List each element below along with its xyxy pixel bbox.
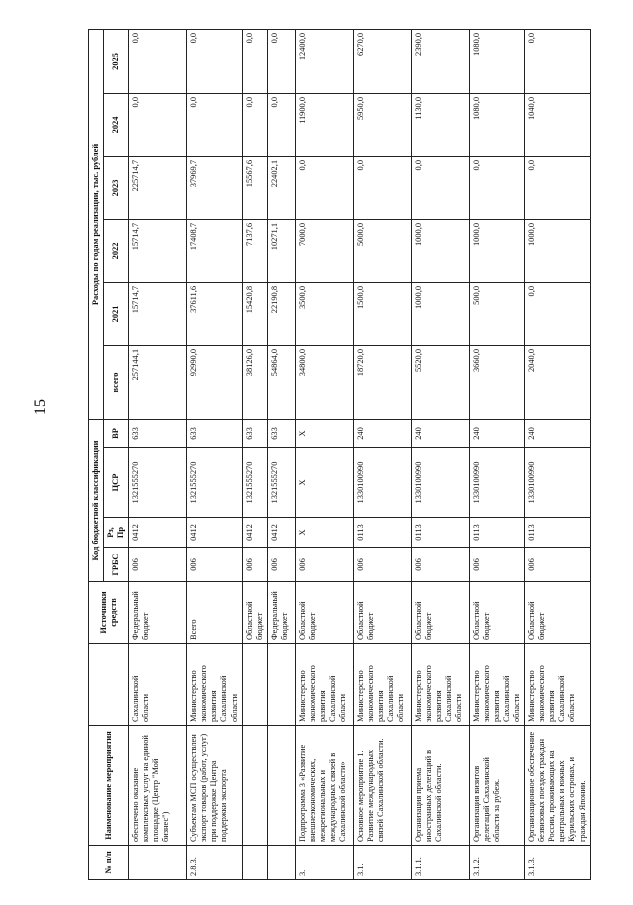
cell-no: 2.8.3. [187, 846, 242, 880]
cell-grbs: 006 [267, 548, 295, 582]
cell-total: 38126,0 [242, 345, 267, 419]
col-budget-class: Код бюджетной классификации [89, 419, 104, 581]
cell-vr: 633 [129, 419, 187, 447]
col-executor [89, 644, 129, 726]
cell-no [267, 846, 295, 880]
cell-source: Областной бюджет [353, 582, 411, 644]
cell-vr: 240 [469, 419, 524, 447]
cell-csr: 1321555270 [267, 448, 295, 518]
cell-executor [267, 644, 295, 726]
cell-y2022: 10271,1 [267, 219, 295, 282]
col-2021: 2021 [104, 282, 129, 345]
cell-y2022: 5000,0 [353, 219, 411, 282]
cell-rzpr: 0113 [525, 518, 591, 548]
table-row [411, 29, 469, 879]
cell-y2025: 1080,0 [469, 29, 524, 93]
cell-y2024: 11900,0 [295, 93, 353, 156]
cell-y2023: 22402,1 [267, 156, 295, 219]
cell-executor: Министерство экономического развития Сахалинской области [295, 644, 353, 726]
cell-name: Основное мероприятие 1. Развитие международных связей Сахалинской области. [353, 726, 411, 846]
table-row [187, 29, 242, 879]
col-2025: 2025 [104, 29, 129, 93]
cell-source: Областной бюджет [411, 582, 469, 644]
cell-y2023: 0,0 [469, 156, 524, 219]
cell-no: 3.1.1. [411, 846, 469, 880]
cell-y2024: 1040,0 [525, 93, 591, 156]
cell-no [129, 846, 187, 880]
cell-no: 3.1. [353, 846, 411, 880]
cell-executor: Министерство экономического развития Сахалинской области [187, 644, 242, 726]
cell-y2022: 15714,7 [129, 219, 187, 282]
cell-csr: 1321555270 [242, 448, 267, 518]
cell-grbs: 006 [295, 548, 353, 582]
cell-y2021: 15420,8 [242, 282, 267, 345]
cell-rzpr: 0412 [129, 518, 187, 548]
cell-y2023: 15567,6 [242, 156, 267, 219]
cell-y2024: 1080,0 [469, 93, 524, 156]
cell-csr: 1321555270 [187, 448, 242, 518]
cell-source: Областной бюджет [525, 582, 591, 644]
cell-y2022: 17408,7 [187, 219, 242, 282]
cell-y2025: 0,0 [525, 29, 591, 93]
cell-no: 3.1.2. [469, 846, 524, 880]
rotated-table-container [88, 30, 608, 880]
cell-y2024: 0,0 [267, 93, 295, 156]
cell-y2025: 0,0 [267, 29, 295, 93]
cell-grbs: 006 [129, 548, 187, 582]
cell-y2024: 1130,0 [411, 93, 469, 156]
cell-y2024: 0,0 [129, 93, 187, 156]
cell-source: Федеральный бюджет [267, 582, 295, 644]
cell-y2025: 0,0 [129, 29, 187, 93]
cell-y2024: 0,0 [187, 93, 242, 156]
cell-executor: Министерство экономического развития Сахалинской области [525, 644, 591, 726]
cell-vr: 240 [525, 419, 591, 447]
cell-y2022: 1000,0 [411, 219, 469, 282]
cell-y2022: 1000,0 [469, 219, 524, 282]
cell-source: Областной бюджет [242, 582, 267, 644]
cell-vr: X [295, 419, 353, 447]
table-row [267, 29, 295, 879]
table-row [129, 29, 187, 879]
cell-name [267, 726, 295, 846]
cell-y2023: 0,0 [411, 156, 469, 219]
cell-source: Областной бюджет [295, 582, 353, 644]
cell-executor [242, 644, 267, 726]
cell-name: Организационное обеспечение безвизовых поездок граждан России, проживающих на центральных и южных Курильских островах, и граждан Японии. [525, 726, 591, 846]
cell-name: Субъектам МСП осуществлен экспорт товаров (работ, услуг) при поддержке Центра поддержки экспорта [187, 726, 242, 846]
cell-csr: 1330100990 [469, 448, 524, 518]
cell-name: Организация приема иностранных делегаций в Сахалинской области. [411, 726, 469, 846]
cell-csr: X [295, 448, 353, 518]
cell-grbs: 006 [187, 548, 242, 582]
cell-csr: 1330100990 [525, 448, 591, 518]
col-expenses: Расходы по годам реализации, тыс. рублей [89, 29, 104, 419]
cell-source: Федеральный бюджет [129, 582, 187, 644]
col-2024: 2024 [104, 93, 129, 156]
cell-vr: 633 [242, 419, 267, 447]
cell-name: обеспечено оказание комплексных услуг на единой площадке (Центр "Мой бизнес") [129, 726, 187, 846]
cell-vr: 240 [353, 419, 411, 447]
cell-y2025: 2390,0 [411, 29, 469, 93]
cell-y2024: 5950,0 [353, 93, 411, 156]
budget-table [88, 29, 591, 880]
col-name: Наименование мероприятия [89, 726, 129, 846]
cell-no [242, 846, 267, 880]
cell-total: 92990,0 [187, 345, 242, 419]
cell-rzpr: 0412 [267, 518, 295, 548]
cell-total: 18720,0 [353, 345, 411, 419]
cell-rzpr: 0113 [411, 518, 469, 548]
cell-grbs: 006 [242, 548, 267, 582]
col-vr: ВР [104, 419, 129, 447]
cell-y2021: 500,0 [469, 282, 524, 345]
cell-total: 2040,0 [525, 345, 591, 419]
cell-y2021: 3500,0 [295, 282, 353, 345]
cell-y2021: 1000,0 [411, 282, 469, 345]
table-row [353, 29, 411, 879]
cell-y2021: 0,0 [525, 282, 591, 345]
cell-csr: 1330100990 [353, 448, 411, 518]
cell-total: 54864,0 [267, 345, 295, 419]
col-2022: 2022 [104, 219, 129, 282]
cell-name: Подпрограмма 3 «Развитие внешнеэкономических, межрегиональных и международных связей в Сахалинской области» [295, 726, 353, 846]
cell-source: Областной бюджет [469, 582, 524, 644]
cell-no: 3.1.3. [525, 846, 591, 880]
col-2023: 2023 [104, 156, 129, 219]
cell-csr: 1330100990 [411, 448, 469, 518]
cell-y2021: 37611,6 [187, 282, 242, 345]
cell-y2023: 0,0 [353, 156, 411, 219]
cell-executor: Министерство экономического развития Сахалинской области [411, 644, 469, 726]
cell-total: 3660,0 [469, 345, 524, 419]
cell-rzpr: X [295, 518, 353, 548]
page-number: 15 [32, 399, 49, 415]
cell-total: 257144,1 [129, 345, 187, 419]
cell-y2023: 0,0 [295, 156, 353, 219]
cell-y2025: 6270,0 [353, 29, 411, 93]
cell-executor: Сахалинской области [129, 644, 187, 726]
table-row [295, 29, 353, 879]
cell-rzpr: 0412 [242, 518, 267, 548]
table-row [469, 29, 524, 879]
cell-y2022: 7137,6 [242, 219, 267, 282]
cell-rzpr: 0113 [353, 518, 411, 548]
cell-y2022: 7000,0 [295, 219, 353, 282]
cell-y2025: 0,0 [242, 29, 267, 93]
cell-y2022: 1000,0 [525, 219, 591, 282]
cell-csr: 1321555270 [129, 448, 187, 518]
cell-y2025: 12400,0 [295, 29, 353, 93]
table-row [525, 29, 591, 879]
cell-y2023: 225714,7 [129, 156, 187, 219]
cell-name: Организация визитов делегаций Сахалинской области за рубеж. [469, 726, 524, 846]
cell-source: Всего [187, 582, 242, 644]
cell-y2023: 37969,7 [187, 156, 242, 219]
cell-grbs: 006 [353, 548, 411, 582]
col-rzpr: Рз, Пр [104, 518, 129, 548]
table-row [242, 29, 267, 879]
cell-total: 34800,0 [295, 345, 353, 419]
cell-no: 3. [295, 846, 353, 880]
cell-vr: 633 [187, 419, 242, 447]
cell-vr: 240 [411, 419, 469, 447]
cell-name [242, 726, 267, 846]
cell-rzpr: 0412 [187, 518, 242, 548]
cell-grbs: 006 [525, 548, 591, 582]
col-no: № п/п [89, 846, 129, 880]
cell-y2024: 0,0 [242, 93, 267, 156]
cell-executor: Министерство экономического развития Сахалинской области [353, 644, 411, 726]
table-header [89, 29, 129, 879]
cell-total: 5520,0 [411, 345, 469, 419]
cell-grbs: 006 [469, 548, 524, 582]
col-source: Источники средств [89, 582, 129, 644]
cell-y2021: 15714,7 [129, 282, 187, 345]
cell-y2021: 1500,0 [353, 282, 411, 345]
cell-executor: Министерство экономического развития Сахалинской области [469, 644, 524, 726]
cell-vr: 633 [267, 419, 295, 447]
table-body [129, 29, 591, 879]
col-grbs: ГРБС [104, 548, 129, 582]
cell-rzpr: 0113 [469, 518, 524, 548]
col-total: всего [104, 345, 129, 419]
cell-y2023: 0,0 [525, 156, 591, 219]
cell-y2021: 22190,8 [267, 282, 295, 345]
cell-y2025: 0,0 [187, 29, 242, 93]
cell-grbs: 006 [411, 548, 469, 582]
col-csr: ЦСР [104, 448, 129, 518]
